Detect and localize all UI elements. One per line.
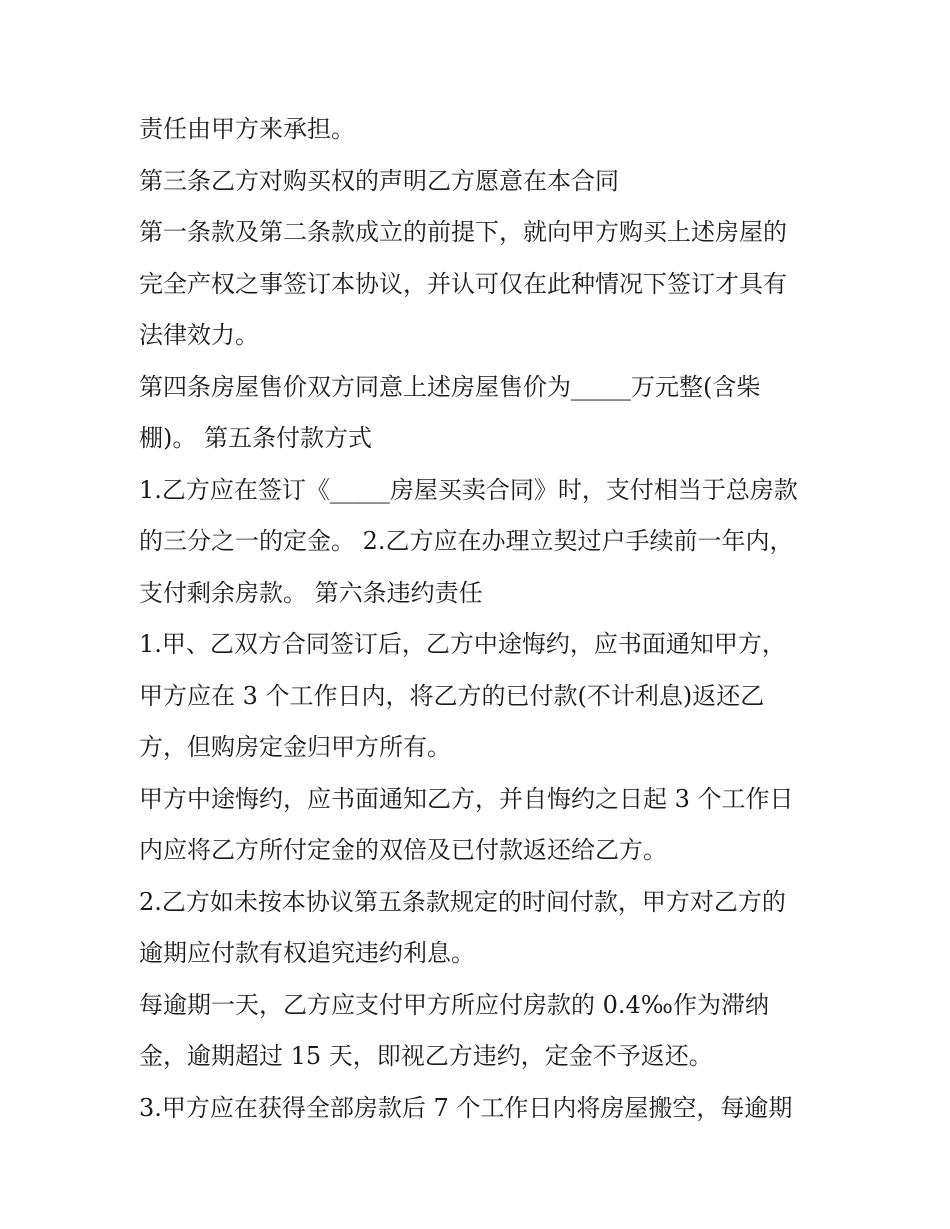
text-line: 法律效力。 <box>139 321 259 349</box>
text-line: 逾期应付款有权追究违约利息。 <box>139 939 475 967</box>
text-line: 2.乙方如未按本协议第五条款规定的时间付款，甲方对乙方的 <box>139 887 786 916</box>
text-line: 的三分之一的定金。 2.乙方应在办理立契过户手续前一年内， <box>139 527 794 555</box>
text-line: 责任由甲方来承担。 <box>139 115 355 143</box>
text-line: 第四条房屋售价双方同意上述房屋售价为_____万元整(含柴 <box>139 372 761 401</box>
text-line: 甲方中途悔约，应书面通知乙方，并自悔约之日起 3 个工作日 <box>139 784 794 813</box>
text-line: 第三条乙方对购买权的声明乙方愿意在本合同 <box>139 166 619 195</box>
text-line: 完全产权之事签订本协议，并认可仅在此种情况下签订才具有 <box>139 269 787 298</box>
text-line: 1.甲、乙双方合同签订后，乙方中途悔约，应书面通知甲方， <box>139 630 786 658</box>
text-line: 第一条款及第二条款成立的前提下，就向甲方购买上述房屋的 <box>139 218 787 246</box>
text-line: 金，逾期超过 15 天，即视乙方违约，定金不予返还。 <box>139 1042 713 1070</box>
text-line: 内应将乙方所付定金的双倍及已付款返还给乙方。 <box>139 836 667 864</box>
text-line: 甲方应在 3 个工作日内，将乙方的已付款(不计利息)返还乙 <box>139 681 765 710</box>
text-line: 支付剩余房款。 第六条违约责任 <box>139 578 483 607</box>
text-line: 3.甲方应在获得全部房款后 7 个工作日内将房屋搬空，每逾期 <box>139 1093 793 1122</box>
text-line: 棚)。 第五条付款方式 <box>139 424 372 452</box>
text-line: 1.乙方应在签订《_____房屋买卖合同》时，支付相当于总房款 <box>139 475 798 504</box>
text-line: 方，但购房定金归甲方所有。 <box>139 733 451 761</box>
contract-text <box>139 104 819 1134</box>
text-line: 每逾期一天，乙方应支付甲方所应付房款的 0.4‰作为滞纳 <box>139 990 769 1019</box>
